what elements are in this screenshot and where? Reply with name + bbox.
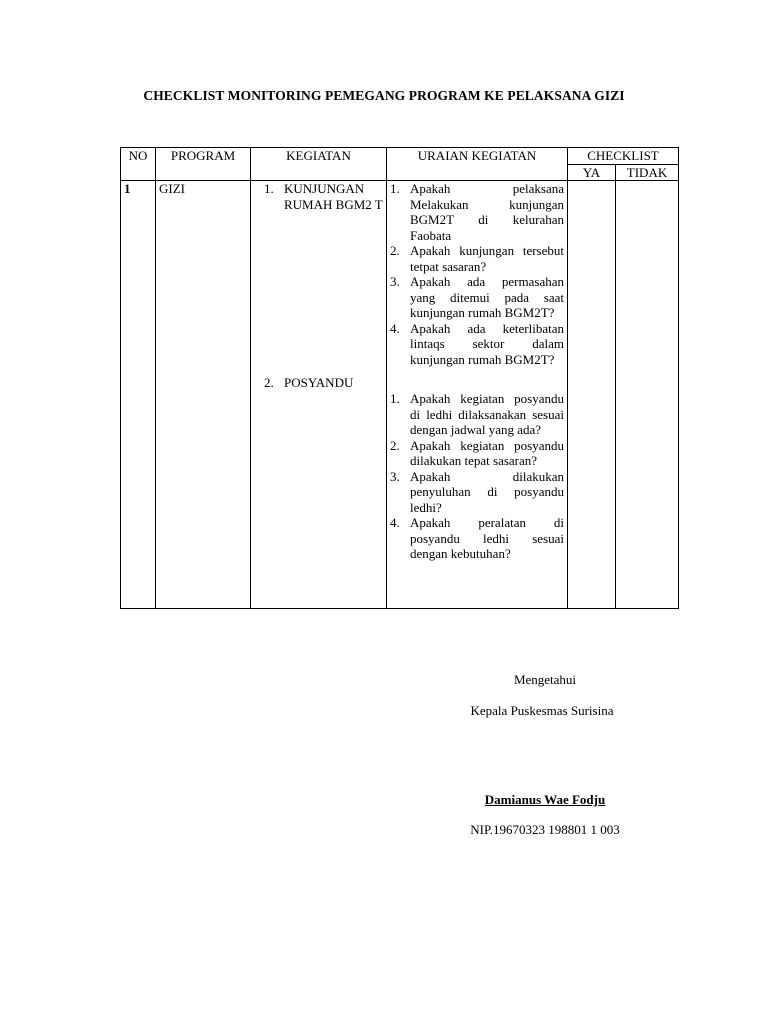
row-program: GIZI [156,181,251,609]
uraian-text: Apakah pelaksana Melakukan kunjungan BGM2T di kelurahan Faobata [410,181,564,243]
kegiatan-text: POSYANDU [284,375,354,390]
uraian-number: 3. [390,468,400,484]
kegiatan-number: 2. [264,375,274,390]
uraian-number: 4. [390,320,400,336]
uraian-text: Apakah ada permasahan yang ditemui pada saat kunjungan rumah BGM2T? [410,274,564,320]
header-program: PROGRAM [156,148,251,181]
table-row [121,181,679,609]
uraian-item [390,438,564,469]
jabatan-label: Kepala Puskesmas Surisina [470,703,614,718]
uraian-number: 2. [390,243,400,258]
uraian-text: Apakah ada keterlibatan lintaqs sektor dalam kunjungan rumah BGM2T? [410,320,564,367]
kegiatan-item [264,181,383,212]
row-no: 1 [121,181,156,609]
uraian-item [390,321,564,368]
uraian-number: 1. [390,391,400,406]
row-kegiatan [251,181,387,609]
uraian-text: Apakah dilakukan penyuluhan di posyandu ledhi? [410,468,564,515]
row-uraian [387,181,568,609]
uraian-list-kunjungan [390,181,564,367]
uraian-number: 3. [390,274,400,289]
signatory-nip: NIP.19670323 198801 1 003 [470,822,620,837]
header-checklist: CHECKLIST [568,148,679,165]
uraian-text: Apakah kegiatan posyandu dilakukan tepat sasaran? [410,437,564,468]
kegiatan-item [264,375,383,391]
signatory-name: Damianus Wae Fodju [484,792,606,807]
kegiatan-number: 1. [264,181,274,196]
header-ya: YA [568,164,616,181]
uraian-item [390,391,564,438]
uraian-item [390,469,564,516]
checkbox-tidak-cell[interactable] [616,181,679,609]
uraian-number: 2. [390,437,400,453]
uraian-text: Apakah kegiatan posyandu di ledhi dilaksanakan sesuai dengan jadwal yang ada? [410,391,564,437]
header-row [121,148,679,165]
uraian-item [390,243,564,274]
uraian-item [390,515,564,562]
uraian-text: Apakah kunjungan tersebut tetpat sasaran? [410,243,564,274]
mengetahui-label: Mengetahui [513,672,577,687]
uraian-text: Apakah peralatan di posyandu ledhi sesuai dengan kebutuhan? [410,515,564,561]
uraian-item [390,274,564,321]
uraian-number: 1. [390,181,400,196]
checklist-table [120,147,679,609]
header-tidak: TIDAK [616,164,679,181]
document-title: CHECKLIST MONITORING PEMEGANG PROGRAM KE PELAKSANA GIZI [143,88,625,103]
header-kegiatan: KEGIATAN [251,148,387,181]
checkbox-ya-cell[interactable] [568,181,616,609]
header-uraian: URAIAN KEGIATAN [387,148,568,181]
uraian-item [390,181,564,243]
kegiatan-text: KUNJUNGAN RUMAH BGM2 T [284,181,383,212]
uraian-list-posyandu [390,391,564,562]
header-no: NO [121,148,156,181]
uraian-number: 4. [390,515,400,530]
